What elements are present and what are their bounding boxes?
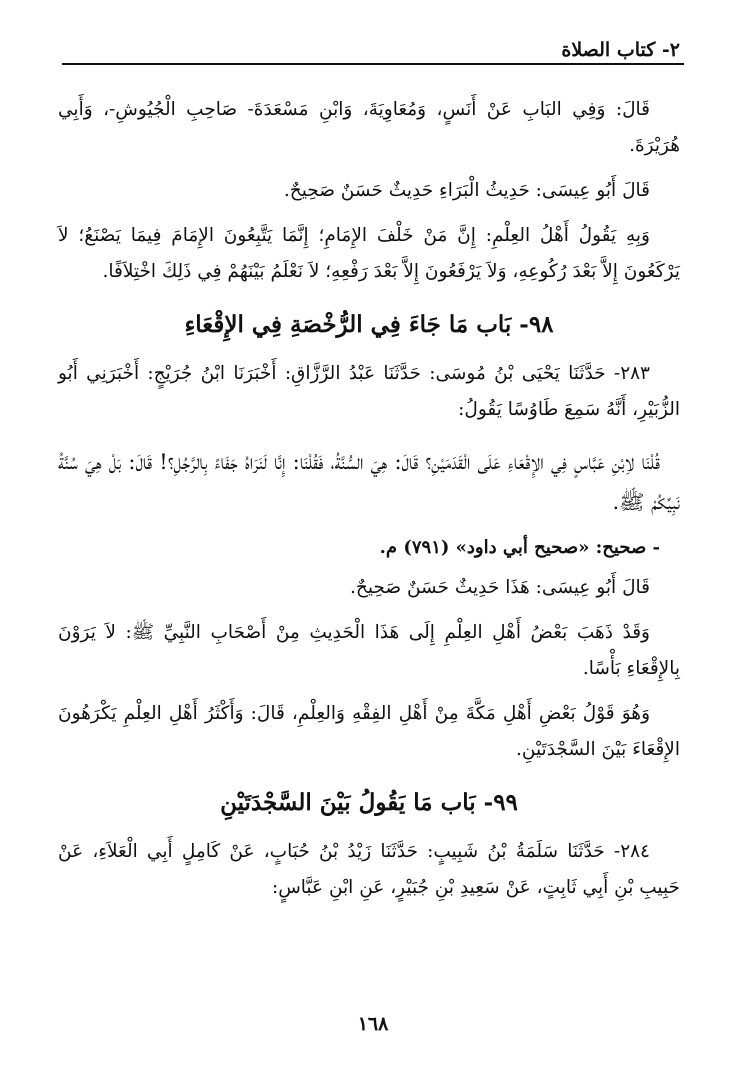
paragraph-makkah-opinion: وَهُوَ قَوْلُ بَعْضِ أَهْلِ مَكَّةَ مِنْ أَهْلِ الفِقْهِ وَالعِلْمِ، قَالَ: وَأَكْثَرُ أَهْلِ العِلْمِ يَكْرَهُونَ الإِقْعَاءَ بَيْنَ السَّجْدَتَيْنِ.: [58, 703, 680, 760]
paragraph-bab-mentions: قَالَ: وَفِي البَابِ عَنْ أَنَسٍ، وَمُعَاوِيَةَ، وَابْنِ مَسْعَدَةَ- صَاحِبِ الْجُيُوشِ-، وَأَبِي هُرَيْرَةَ.: [58, 99, 680, 156]
paragraph-ahl-al-ilm: وَبِهِ يَقُولُ أَهْلُ العِلْمِ: إِنَّ مَنْ خَلْفَ الإِمَامِ؛ إِنَّمَا يَتَّبِعُونَ الإِمَامَ فِيمَا يَصْنَعُ؛ لاَ يَرْكَعُونَ إِلاَّ بَعْدَ رُكُوعِهِ، وَلاَ يَرْفَعُونَ إِلاَّ بَعْدَ رَفْعِهِ؛ لاَ نَعْلَمُ بَيْنَهُمْ فِي ذَلِكَ اخْتِلاَفًا.: [58, 225, 680, 282]
paragraph-abu-isa-grading: قَالَ أَبُو عِيسَى: حَدِيثُ الْبَرَاءِ حَدِيثٌ حَسَنٌ صَحِيحٌ.: [283, 180, 650, 201]
paragraph-iqaa-opinion: وَقَدْ ذَهَبَ بَعْضُ أَهْلِ العِلْمِ إِلَى هَذَا الْحَدِيثِ مِنْ أَصْحَابِ النَّبِيِّ ﷺ: لاَ يَرَوْنَ بِالإِقْعَاءِ بَأْسًا.: [58, 622, 680, 679]
hadith-283-tirmidhi-comment: قَالَ أَبُو عِيسَى: هَذَا حَدِيثٌ حَسَنٌ صَحِيحٌ.: [350, 577, 650, 598]
chapter-heading-99: ٩٩- بَاب مَا يَقُولُ بَيْنَ السَّجْدَتَيْنِ: [220, 789, 518, 816]
hadith-283-grading: - صحيح: «صحيح أبي داود» (٧٩١) م.: [379, 537, 660, 558]
hadith-283-isnad: ٢٨٣- حَدَّثَنَا يَحْيَى بْنُ مُوسَى: حَدَّثَنَا عَبْدُ الرَّزَّاقِ: أَخْبَرَنَا ابْنُ جُرَيْجٍ: أَخْبَرَنِي أَبُو الزُّبَيْرِ، أَنَّهُ سَمِعَ طَاوُسًا يَقُولُ:: [58, 363, 680, 420]
page-number: ١٦٨: [357, 1013, 389, 1035]
header-rule: [62, 63, 684, 65]
hadith-284-isnad: ٢٨٤- حَدَّثَنَا سَلَمَةُ بْنُ شَبِيبٍ: حَدَّثَنَا زَيْدُ بْنُ حُبَابٍ، عَنْ كَامِلٍ أَبِي الْعَلاَءِ، عَنْ حَبِيبِ بْنِ أَبِي ثَابِتٍ، عَنْ سَعِيدِ بْنِ جُبَيْرٍ، عَنِ ابْنِ عَبَّاسٍ:: [58, 841, 680, 898]
running-header: ٢- كتاب الصلاة: [561, 39, 680, 61]
page-body: [58, 92, 680, 915]
hadith-283-matn: قُلْنَا لاِبْنِ عَبَّاسٍ فِي الإِقْعَاءِ عَلَى الْقَدَمَيْنِ؟ قَالَ: هِيَ السُّنَّةُ، فَقُلْنَا: إِنَّا لَنَرَاهُ جَفَاءً بِالرَّجُلِ؟! قَالَ: بَلْ هِيَ سُنَّةُ نَبِيِّكُمْ ﷺ.: [58, 450, 680, 514]
chapter-heading-98: ٩٨- بَاب مَا جَاءَ فِي الرُّخْصَةِ فِي الإِقْعَاءِ: [184, 311, 554, 338]
